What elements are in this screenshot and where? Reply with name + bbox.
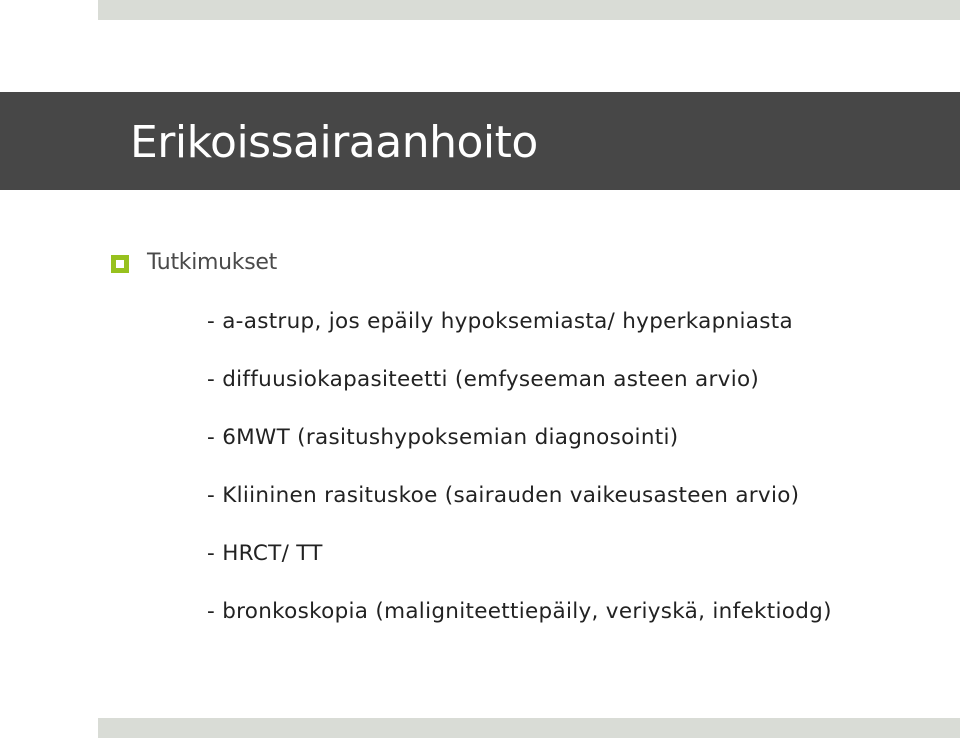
item-list — [207, 306, 832, 654]
section-label: Tutkimukset — [147, 250, 277, 275]
list-item: - bronkoskopia (maligniteettiepäily, veriyskä, infektiodg) — [207, 599, 832, 624]
list-item: - a-astrup, jos epäily hypoksemiasta/ hyperkapniasta — [207, 309, 793, 334]
bottom-decor-band — [98, 718, 960, 738]
list-item: - Kliininen rasituskoe (sairauden vaikeusasteen arvio) — [207, 483, 800, 508]
list-item: - diffuusiokapasiteetti (emfyseeman asteen arvio) — [207, 367, 760, 392]
list-item: - 6MWT (rasitushypoksemian diagnosointi) — [207, 425, 679, 450]
list-item: - HRCT/ TT — [207, 541, 323, 566]
square-bullet-icon — [111, 255, 129, 273]
square-bullet-center — [116, 260, 124, 268]
top-decor-band — [98, 0, 960, 20]
slide-title: Erikoissairaanhoito — [130, 117, 538, 168]
